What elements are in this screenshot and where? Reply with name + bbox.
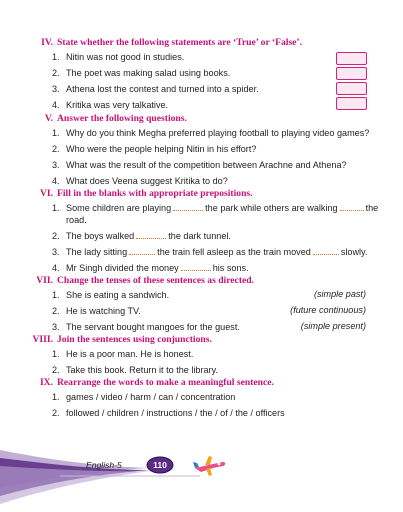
answer-box-1[interactable] bbox=[336, 52, 367, 65]
section-ix-heading: IX. Rearrange the words to make a meaningful sentence. bbox=[39, 377, 274, 388]
answer-box-2[interactable] bbox=[336, 67, 367, 80]
blank[interactable] bbox=[340, 202, 364, 211]
section-viii-heading: VIII. Join the sentences using conjunctions. bbox=[32, 334, 212, 345]
book-title: English-5 bbox=[86, 460, 122, 470]
worksheet-page: IV. State whether the following statements are ‘True’ or ‘False’. 1. Nitin was not good in studies. 2. The poet was making salad using books. 3. Athena lost the contest and turned into a spider. 4. Kritika was very talkative. V. Answer the following questions. 1. Why do you think Megha preferred playing football to playing video games? 2. Who were the people helping Nitin in his effort? 3. What was the result of the competition between Arachne and Athena? 4. What does Veena suggest Kritika to do? VI. Fill in the blanks with appropriate prepositions. 1. Some children are playing the park while others are walking the road. 2. The boys walked the dark tunnel. 3. The lady sitting the train fell asleep as the train moved slowly. 4. Mr Singh divided the money his sons. VII. Change the tenses of these sentences as directed. 1. She is eating a sandwich. (simple past) 2. He is watching TV. (future continuous) 3. The servant bought mangoes for the guest. (simple present) VIII. Join the sentences using conjunctions. 1. He is a poor man. He is honest. 2. Take this book. Return it to the library. IX. Rearrange the words to make a meaningful sentence. 1. games / video / harm / can / concentration 2. followed / children / instructions / the / of / the / officers English-5 110 bbox=[0, 0, 403, 512]
blank[interactable] bbox=[136, 230, 166, 239]
section-vi-heading: VI. Fill in the blanks with appropriate prepositions. bbox=[39, 188, 253, 199]
blank[interactable] bbox=[181, 262, 211, 271]
page-number: 110 bbox=[153, 460, 167, 470]
blank[interactable] bbox=[173, 202, 203, 211]
tense-hint-3: (simple present) bbox=[300, 321, 366, 331]
answer-box-4[interactable] bbox=[336, 97, 367, 110]
tense-hint-2: (future continuous) bbox=[290, 305, 366, 315]
section-v-heading: V. Answer the following questions. bbox=[44, 113, 187, 124]
answer-box-3[interactable] bbox=[336, 82, 367, 95]
airplane-icon bbox=[193, 454, 227, 478]
section-iv-heading: IV. State whether the following statements are ‘True’ or ‘False’. bbox=[41, 37, 303, 48]
tense-hint-1: (simple past) bbox=[313, 289, 366, 299]
blank[interactable] bbox=[313, 246, 339, 255]
blank[interactable] bbox=[129, 246, 155, 255]
section-vii-heading: VII. Change the tenses of these sentences as directed. bbox=[36, 275, 254, 286]
